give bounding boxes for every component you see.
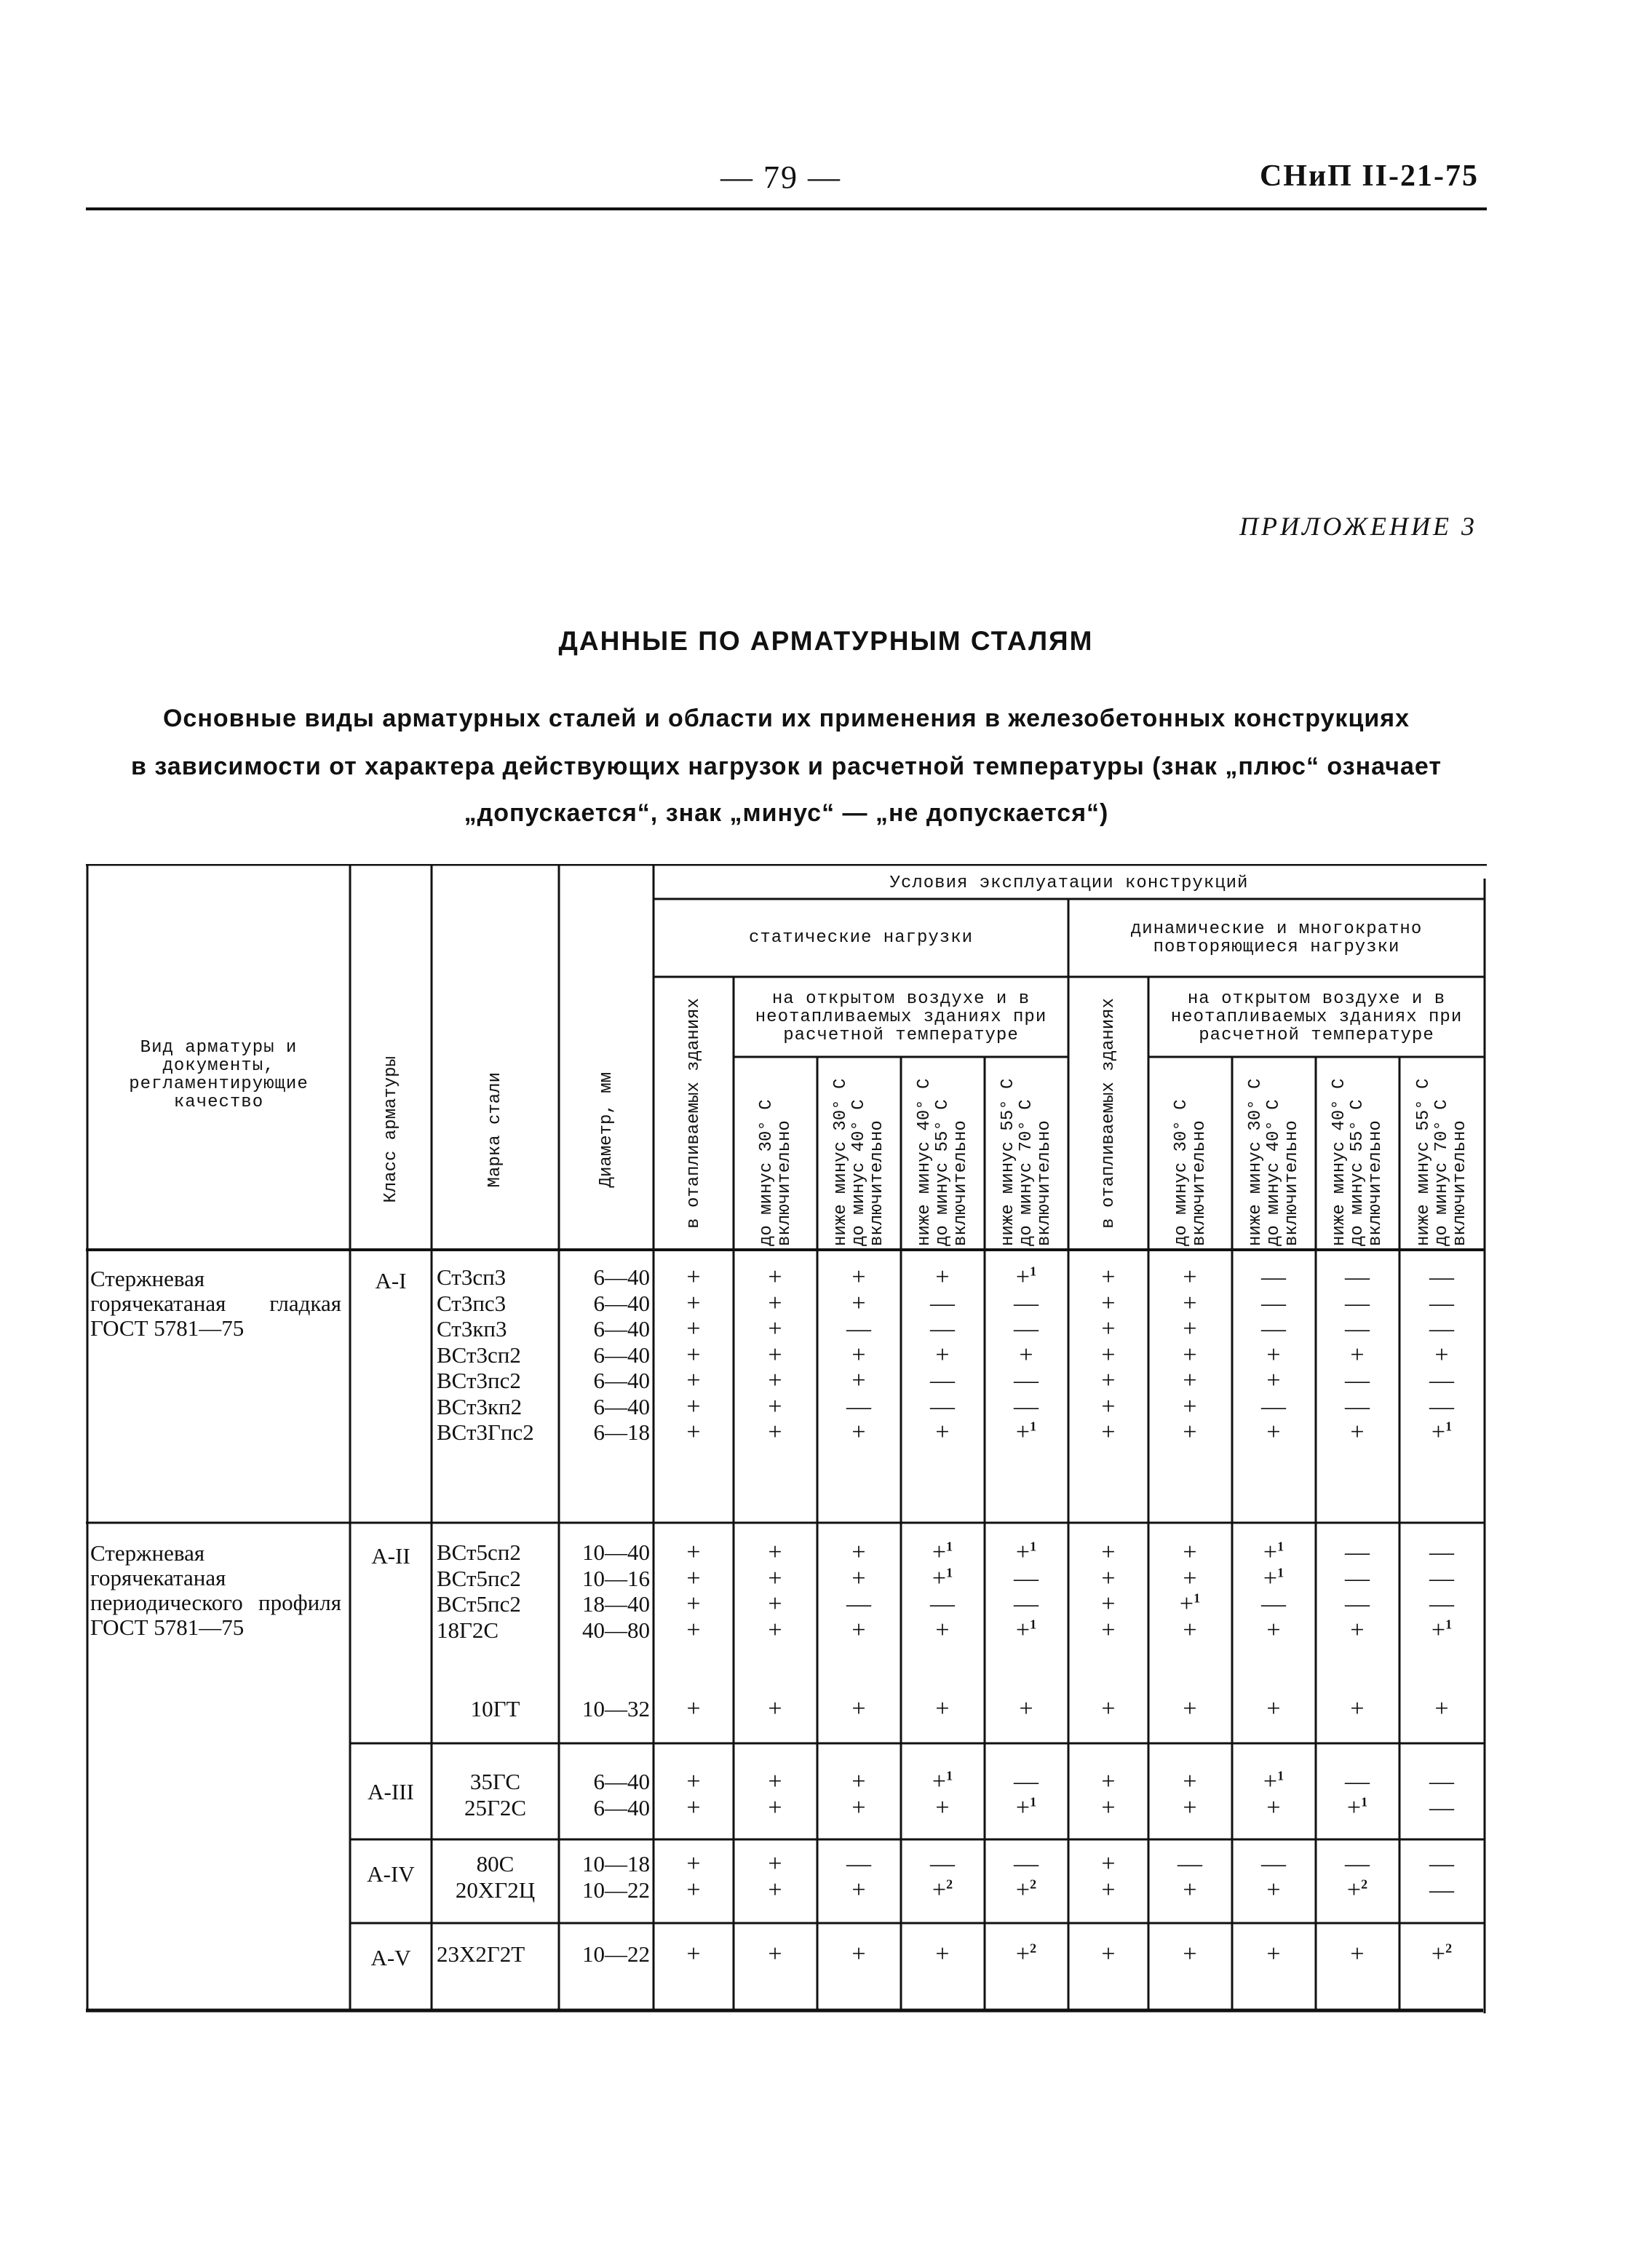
- usage-mark: —: [1014, 1768, 1039, 1795]
- usage-mark: +: [1183, 1695, 1197, 1722]
- usage-mark: +: [935, 1616, 950, 1644]
- header-t3-static-cell: [901, 1061, 985, 1246]
- usage-mark: +: [686, 1315, 701, 1342]
- usage-mark: +: [1434, 1695, 1449, 1722]
- usage-mark: —: [1345, 1768, 1370, 1795]
- usage-mark: +: [851, 1264, 866, 1291]
- class-a3: A-III: [368, 1779, 414, 1804]
- header-class-cell: [350, 1010, 432, 1250]
- usage-mark: +: [1101, 1419, 1116, 1446]
- usage-mark: +: [1101, 1367, 1116, 1394]
- steel-grade: 35ГС: [469, 1769, 521, 1794]
- usage-mark: +: [851, 1616, 866, 1644]
- diameter: 6—40: [593, 1290, 650, 1316]
- usage-mark: +: [1183, 1539, 1197, 1566]
- steel-grade: 80С: [476, 1851, 515, 1877]
- usage-mark: —: [1261, 1590, 1286, 1617]
- usage-mark: +$^2$: [1431, 1941, 1453, 1967]
- usage-mark: —: [1261, 1264, 1286, 1291]
- header-t2-static: ниже минус 30° С до минус 40° С включительно: [831, 1078, 887, 1246]
- usage-mark: +: [686, 1590, 701, 1617]
- diameter: 10—40: [582, 1539, 650, 1565]
- usage-mark: +: [1183, 1876, 1197, 1903]
- diameter: 10—18: [582, 1851, 650, 1877]
- usage-mark: +: [1350, 1695, 1365, 1722]
- header-t1-dynamic-cell: [1148, 1061, 1232, 1246]
- usage-mark: +: [1350, 1941, 1365, 1967]
- header-class: Класс арматуры: [381, 1056, 401, 1203]
- steel-grade: Ст3пс3: [437, 1290, 507, 1316]
- usage-mark: +$^2$: [1015, 1876, 1037, 1903]
- usage-mark: +: [851, 1876, 866, 1903]
- diameter: 10—22: [582, 1941, 650, 1967]
- usage-mark: +: [851, 1419, 866, 1446]
- steel-grade: 10ГТ: [470, 1696, 520, 1721]
- usage-mark: +: [1019, 1695, 1033, 1722]
- usage-mark: —: [1429, 1876, 1454, 1903]
- usage-mark: +: [851, 1768, 866, 1795]
- usage-mark: +: [686, 1564, 701, 1592]
- diameter: 10—16: [582, 1565, 650, 1591]
- header-conditions: Условия эксплуатации конструкций: [889, 873, 1249, 893]
- class-a5: A-V: [370, 1945, 411, 1970]
- usage-mark: +: [1101, 1392, 1116, 1420]
- class-a1: A-I: [375, 1268, 407, 1293]
- diameter: 6—40: [593, 1393, 650, 1419]
- usage-mark: —: [1014, 1315, 1039, 1342]
- usage-mark: —: [1429, 1539, 1454, 1566]
- diameter: 6—18: [593, 1419, 650, 1445]
- usage-mark: —: [846, 1392, 871, 1420]
- page-number: — 79 —: [720, 159, 841, 195]
- usage-mark: —: [930, 1850, 955, 1877]
- subtitle-line-2: в зависимости от характера действующих нагрузок и расчетной температуры (знак „плюс“ означает: [131, 753, 1442, 780]
- steel-grade: ВСт5сп2: [437, 1539, 521, 1565]
- usage-mark: +: [686, 1367, 701, 1394]
- usage-mark: +: [851, 1941, 866, 1967]
- usage-mark: —: [1345, 1539, 1370, 1566]
- usage-mark: +: [1101, 1539, 1116, 1566]
- diameter: 40—80: [582, 1617, 650, 1643]
- steel-grade: Ст3сп3: [437, 1264, 507, 1290]
- usage-mark: +: [1266, 1695, 1281, 1722]
- usage-mark: +: [1183, 1768, 1197, 1795]
- usage-mark: +$^2$: [1015, 1941, 1037, 1967]
- usage-mark: —: [1261, 1392, 1286, 1420]
- usage-mark: —: [1345, 1264, 1370, 1291]
- usage-mark: +: [851, 1695, 866, 1722]
- header-t3-dynamic: ниже минус 40° С до минус 55° С включительно: [1330, 1078, 1386, 1246]
- usage-mark: —: [1429, 1392, 1454, 1420]
- usage-mark: +: [1101, 1341, 1116, 1368]
- usage-mark: —: [1429, 1264, 1454, 1291]
- usage-mark: +: [1266, 1876, 1281, 1903]
- usage-mark: —: [1261, 1289, 1286, 1317]
- steel-grade: 20ХГ2Ц: [455, 1877, 536, 1903]
- usage-mark: +: [1183, 1264, 1197, 1291]
- steel-grade: ВСт3пс2: [437, 1368, 521, 1393]
- usage-mark: —: [1429, 1768, 1454, 1795]
- usage-mark: +: [768, 1941, 782, 1967]
- usage-mark: +: [851, 1341, 866, 1368]
- usage-mark: —: [1345, 1590, 1370, 1617]
- diameter: 6—40: [593, 1368, 650, 1393]
- steel-grade: 25Г2С: [464, 1794, 527, 1820]
- steel-grade: 23Х2Г2Т: [437, 1941, 525, 1967]
- usage-mark: +: [1183, 1941, 1197, 1967]
- usage-mark: —: [1014, 1367, 1039, 1394]
- usage-mark: —: [1345, 1367, 1370, 1394]
- usage-mark: +$^2$: [932, 1876, 953, 1903]
- usage-mark: +: [686, 1850, 701, 1877]
- usage-mark: +: [1183, 1794, 1197, 1821]
- usage-mark: +: [1101, 1616, 1116, 1644]
- usage-mark: —: [1178, 1850, 1202, 1877]
- usage-mark: +$^1$: [1431, 1616, 1453, 1644]
- diameter: 6—40: [593, 1794, 650, 1820]
- usage-mark: +: [1266, 1941, 1281, 1967]
- usage-mark: +: [851, 1367, 866, 1394]
- usage-mark: +: [1101, 1564, 1116, 1592]
- header-t1-dynamic: до минус 30° С включительно: [1171, 1099, 1210, 1246]
- steel-grade: ВСт3сп2: [437, 1342, 521, 1368]
- header-t4-static: ниже минус 55° С до минус 70° С включительно: [998, 1078, 1055, 1246]
- class-a4: A-IV: [367, 1861, 415, 1887]
- usage-mark: +$^1$: [1263, 1564, 1284, 1592]
- usage-mark: +: [686, 1264, 701, 1291]
- header-dynamic: динамические и многократно повторяющиеся нагрузки: [1130, 919, 1423, 957]
- usage-mark: —: [1429, 1794, 1454, 1821]
- header-heated-static-cell: [654, 980, 734, 1246]
- header-heated-dynamic-cell: [1068, 980, 1148, 1246]
- usage-mark: +: [1101, 1264, 1116, 1291]
- usage-mark: +: [768, 1419, 782, 1446]
- usage-mark: +$^2$: [1346, 1876, 1368, 1903]
- usage-mark: +$^1$: [1431, 1419, 1453, 1446]
- usage-mark: +: [1101, 1315, 1116, 1342]
- usage-mark: +: [1183, 1419, 1197, 1446]
- usage-mark: +: [1183, 1616, 1197, 1644]
- usage-mark: +$^1$: [1263, 1768, 1284, 1795]
- header-t3-static: ниже минус 40° С до минус 55° С включительно: [915, 1078, 971, 1246]
- usage-mark: +: [1266, 1419, 1281, 1446]
- usage-mark: —: [846, 1850, 871, 1877]
- header-t1-static: до минус 30° С включительно: [756, 1099, 795, 1246]
- header-t4-dynamic: ниже минус 55° С до минус 70° С включительно: [1414, 1078, 1470, 1246]
- usage-mark: —: [1345, 1564, 1370, 1592]
- usage-mark: +: [851, 1539, 866, 1566]
- diameter: 6—40: [593, 1769, 650, 1794]
- usage-mark: —: [1429, 1289, 1454, 1317]
- usage-mark: +: [768, 1289, 782, 1317]
- usage-mark: +: [768, 1392, 782, 1420]
- usage-mark: +: [686, 1616, 701, 1644]
- header-rule: [86, 207, 1487, 210]
- header-diam-cell: [559, 1010, 654, 1250]
- diameter: 6—40: [593, 1316, 650, 1342]
- usage-mark: +$^1$: [1015, 1264, 1037, 1291]
- usage-mark: +: [1183, 1392, 1197, 1420]
- kind-a1: Стержневая горячекатаная гладкая ГОСТ 5781—75: [90, 1266, 341, 1341]
- usage-mark: —: [1345, 1392, 1370, 1420]
- usage-mark: +: [1183, 1564, 1197, 1592]
- usage-mark: +: [1101, 1941, 1116, 1967]
- subtitle-line-1: Основные виды арматурных сталей и области их применения в железобетонных конструкциях: [162, 705, 1410, 732]
- usage-mark: +: [686, 1289, 701, 1317]
- usage-mark: —: [1014, 1850, 1039, 1877]
- usage-mark: +$^1$: [1015, 1419, 1037, 1446]
- usage-mark: +: [1350, 1419, 1365, 1446]
- usage-mark: +: [1266, 1794, 1281, 1821]
- kind-a2: Стержневая горячекатаная периодического профиля ГОСТ 5781—75: [90, 1540, 341, 1640]
- usage-mark: +$^1$: [932, 1539, 953, 1566]
- usage-mark: —: [1261, 1850, 1286, 1877]
- running-header: [0, 159, 1652, 210]
- usage-mark: —: [1345, 1315, 1370, 1342]
- usage-mark: —: [1429, 1564, 1454, 1592]
- usage-mark: +: [935, 1264, 950, 1291]
- usage-mark: +$^1$: [932, 1768, 953, 1795]
- class-a2: A-II: [371, 1543, 410, 1569]
- header-static: статические нагрузки: [748, 928, 974, 948]
- usage-mark: —: [1014, 1289, 1039, 1317]
- usage-mark: +: [686, 1876, 701, 1903]
- diameter: 10—22: [582, 1877, 650, 1903]
- usage-mark: —: [1014, 1564, 1039, 1592]
- usage-mark: +: [686, 1539, 701, 1566]
- usage-mark: —: [1345, 1850, 1370, 1877]
- usage-mark: +: [1266, 1341, 1281, 1368]
- usage-mark: +: [686, 1392, 701, 1420]
- usage-mark: —: [930, 1367, 955, 1394]
- usage-mark: +: [1266, 1367, 1281, 1394]
- usage-mark: —: [930, 1392, 955, 1420]
- header-outdoor-dynamic: на открытом воздухе и в неотапливаемых зданиях при расчетной температуре: [1170, 988, 1463, 1045]
- usage-mark: +: [768, 1590, 782, 1617]
- header-t3-dynamic-cell: [1316, 1061, 1399, 1246]
- usage-mark: +: [1101, 1794, 1116, 1821]
- document-code: СНиП II-21-75: [1259, 159, 1479, 193]
- usage-mark: —: [930, 1315, 955, 1342]
- usage-mark: +: [686, 1941, 701, 1967]
- usage-mark: +$^1$: [1263, 1539, 1284, 1566]
- usage-mark: —: [930, 1289, 955, 1317]
- header-outdoor-static: на открытом воздухе и в неотапливаемых зданиях при расчетной температуре: [755, 988, 1047, 1045]
- header-t2-static-cell: [817, 1061, 901, 1246]
- usage-mark: +: [686, 1794, 701, 1821]
- usage-mark: +: [935, 1695, 950, 1722]
- header-steel-cell: [432, 1010, 559, 1250]
- usage-mark: +: [768, 1850, 782, 1877]
- usage-mark: +: [935, 1341, 950, 1368]
- header-t2-dynamic-cell: [1232, 1061, 1316, 1246]
- usage-mark: +: [1101, 1695, 1116, 1722]
- usage-mark: —: [1429, 1315, 1454, 1342]
- diameter: 10—32: [582, 1696, 650, 1721]
- header-kind: Вид арматуры и документы, регламентирующие качество: [129, 1038, 309, 1112]
- usage-mark: +: [1183, 1315, 1197, 1342]
- usage-mark: +$^1$: [1015, 1794, 1037, 1821]
- usage-mark: +: [851, 1564, 866, 1592]
- usage-mark: +: [686, 1695, 701, 1722]
- steel-grade: ВСт5пс2: [437, 1591, 521, 1617]
- header-heated-dynamic: в отапливаемых зданиях: [1098, 998, 1119, 1229]
- usage-mark: +: [1101, 1850, 1116, 1877]
- usage-mark: +: [1266, 1616, 1281, 1644]
- steel-grade: ВСт3кп2: [437, 1393, 523, 1419]
- page-title: ДАННЫЕ ПО АРМАТУРНЫМ СТАЛЯМ: [558, 626, 1094, 656]
- header-t2-dynamic: ниже минус 30° С до минус 40° С включительно: [1246, 1078, 1302, 1246]
- usage-mark: +$^1$: [1015, 1616, 1037, 1644]
- usage-mark: —: [1261, 1315, 1286, 1342]
- usage-mark: —: [930, 1590, 955, 1617]
- usage-mark: —: [1345, 1289, 1370, 1317]
- header-heated-static: в отапливаемых зданиях: [683, 998, 704, 1229]
- usage-mark: +: [1101, 1590, 1116, 1617]
- usage-mark: +: [686, 1341, 701, 1368]
- usage-mark: —: [846, 1315, 871, 1342]
- usage-mark: +: [1101, 1289, 1116, 1317]
- usage-mark: +$^1$: [1015, 1539, 1037, 1566]
- usage-mark: +$^1$: [932, 1564, 953, 1592]
- header-steel: Марка стали: [485, 1071, 505, 1188]
- usage-mark: —: [1429, 1367, 1454, 1394]
- steel-grade: Ст3кп3: [437, 1316, 507, 1342]
- usage-mark: +: [768, 1616, 782, 1644]
- usage-mark: +: [1183, 1289, 1197, 1317]
- usage-mark: +: [686, 1419, 701, 1446]
- steel-grade: ВСт5пс2: [437, 1565, 521, 1591]
- usage-mark: +: [768, 1341, 782, 1368]
- usage-mark: +: [1350, 1341, 1365, 1368]
- usage-mark: +: [851, 1794, 866, 1821]
- usage-mark: +: [768, 1539, 782, 1566]
- usage-mark: +: [768, 1794, 782, 1821]
- usage-mark: —: [1014, 1590, 1039, 1617]
- usage-mark: +: [768, 1315, 782, 1342]
- usage-mark: +: [768, 1564, 782, 1592]
- usage-mark: +: [1183, 1367, 1197, 1394]
- usage-mark: +: [1101, 1876, 1116, 1903]
- usage-mark: +: [935, 1419, 950, 1446]
- usage-mark: +: [1434, 1341, 1449, 1368]
- steel-grade: 18Г2С: [437, 1617, 499, 1643]
- steel-grade: ВСт3Гпс2: [437, 1419, 534, 1445]
- usage-mark: —: [1429, 1590, 1454, 1617]
- diameter: 6—40: [593, 1342, 650, 1368]
- usage-mark: +$^1$: [1346, 1794, 1368, 1821]
- header-t4-dynamic-cell: [1399, 1061, 1485, 1246]
- usage-mark: +: [935, 1941, 950, 1967]
- usage-mark: +: [1019, 1341, 1033, 1368]
- usage-mark: +: [1183, 1341, 1197, 1368]
- usage-mark: +: [768, 1264, 782, 1291]
- subtitle-line-3: „допускается“, знак „минус“ — „не допускается“): [464, 799, 1109, 827]
- header-t1-static-cell: [734, 1061, 817, 1246]
- diameter: 18—40: [582, 1591, 650, 1617]
- diameter: 6—40: [593, 1264, 650, 1290]
- usage-mark: +: [851, 1289, 866, 1317]
- header-diam: Диаметр, мм: [596, 1071, 616, 1188]
- usage-mark: +: [768, 1695, 782, 1722]
- usage-mark: +: [1350, 1616, 1365, 1644]
- steel-table: [86, 864, 1487, 2013]
- usage-mark: +: [768, 1876, 782, 1903]
- usage-mark: +: [686, 1768, 701, 1795]
- usage-mark: —: [846, 1590, 871, 1617]
- usage-mark: +: [1101, 1768, 1116, 1795]
- header-t4-static-cell: [985, 1061, 1068, 1246]
- usage-mark: +$^1$: [1179, 1590, 1201, 1617]
- usage-mark: —: [1429, 1850, 1454, 1877]
- usage-mark: —: [1014, 1392, 1039, 1420]
- appendix-label: ПРИЛОЖЕНИЕ 3: [1239, 512, 1477, 541]
- usage-mark: +: [768, 1367, 782, 1394]
- usage-mark: +: [935, 1794, 950, 1821]
- usage-mark: +: [768, 1768, 782, 1795]
